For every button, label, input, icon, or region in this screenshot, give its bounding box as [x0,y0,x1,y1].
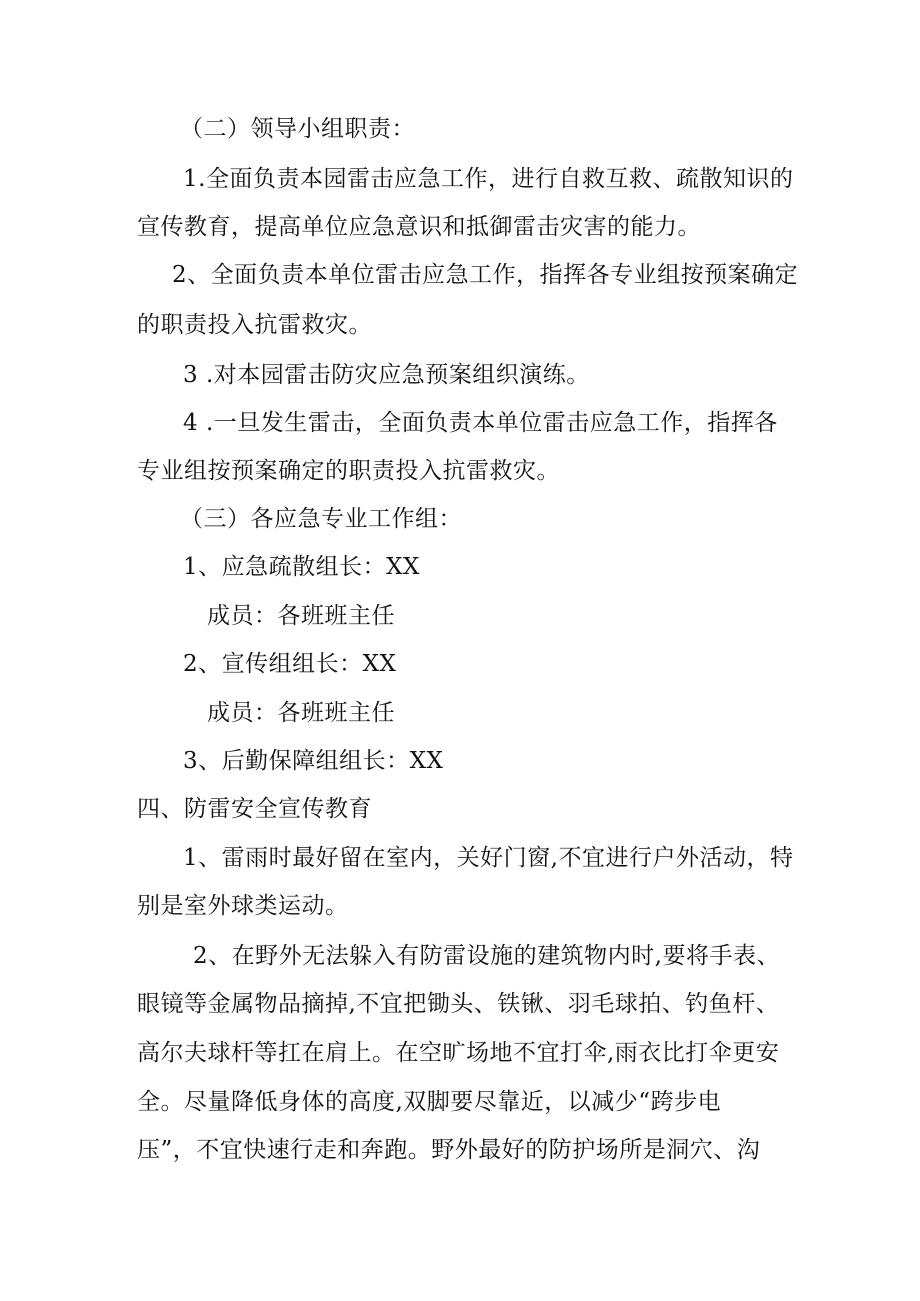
paragraph-line: 宣传教育，提高单位应急意识和抵御雷击灾害的能力。 [137,214,701,240]
paragraph-line: 2、全面负责本单位雷击应急工作，指挥各专业组按预案确定 [172,262,799,288]
paragraph-line: 别是室外球类运动。 [137,893,349,919]
paragraph-line: 专业组按预案确定的职责投入抗雷救灾。 [137,458,560,484]
paragraph-line: 压”，不宜快速行走和奔跑。野外最好的防护场所是洞穴、沟 [137,1137,761,1163]
paragraph-line: 眼镜等金属物品摘掉,不宜把锄头、铁锹、羽毛球拍、钓鱼杆、 [137,991,780,1017]
paragraph-line: 1.全面负责本园雷击应急工作，进行自救互救、疏散知识的 [183,166,794,192]
paragraph-line: 1、雷雨时最好留在室内，关好门窗,不宜进行户外活动，特 [183,845,794,871]
section-heading-lightning-safety: 四、防雷安全宣传教育 [137,796,372,822]
paragraph-line: 4 .一旦发生雷击，全面负责本单位雷击应急工作，指挥各 [183,410,778,436]
list-item-members: 成员：各班班主任 [207,603,395,629]
list-item: 3、后勤保障组组长：XX [183,748,444,774]
paragraph-line: 全。尽量降低身体的高度,双脚要尽靠近，以减少“跨步电 [137,1089,722,1115]
paragraph-line: 高尔夫球杆等扛在肩上。在空旷场地不宜打伞,雨衣比打伞更安 [137,1040,780,1066]
subsection-heading-leadership-duties: （二）领导小组职责： [180,116,415,142]
list-item-members: 成员：各班班主任 [207,700,395,726]
list-item: 2、宣传组组长：XX [183,651,397,677]
paragraph-line: 2、在野外无法躲入有防雷设施的建筑物内时,要将手表、 [193,943,780,969]
paragraph-line: 的职责投入抗雷救灾。 [137,312,372,338]
paragraph-line: 3 .对本园雷击防灾应急预案组织演练。 [183,362,590,388]
list-item: 1、应急疏散组长：XX [183,554,420,580]
subsection-heading-work-groups: （三）各应急专业工作组： [180,506,462,532]
